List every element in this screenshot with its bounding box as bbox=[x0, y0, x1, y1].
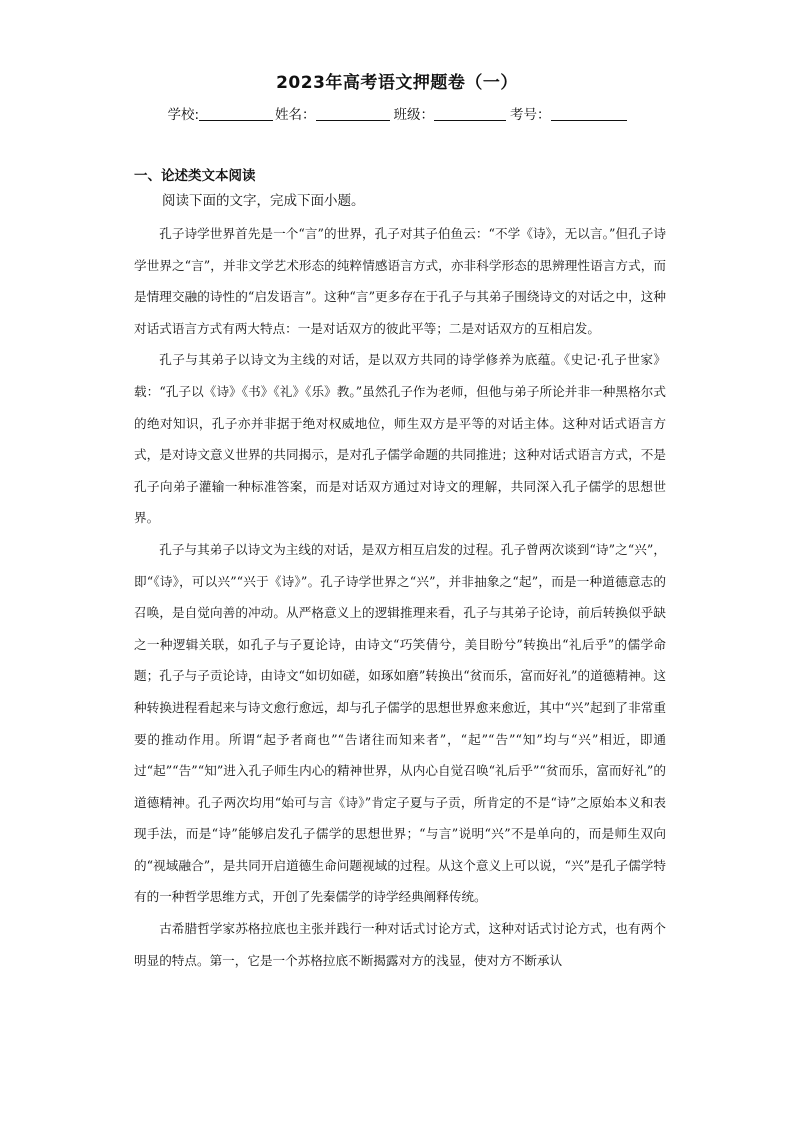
passage-paragraph-1: 孔子诗学世界首先是一个“言”的世界，孔子对其子伯鱼云：“不学《诗》，无以言。”但孔子诗学世界之“言”，并非文学艺术形态的纯粹情感语言方式，亦非科学形态的思辨理性语言方式，而是情理交融的诗性的“启发语言”。这种“言”更多存在于孔子与其弟子围绕诗文的对话之中，这种对话式语言方式有两大特点：一是对话双方的彼此平等；二是对话双方的互相启发。 bbox=[134, 226, 666, 336]
school-label: 学校: bbox=[167, 107, 200, 123]
class-label: 班级： bbox=[393, 107, 435, 123]
passage-paragraph-4: 古希腊哲学家苏格拉底也主张并践行一种对话式讨论方式，这种对话式讨论方式，也有两个明显的特点。第一，它是一个苏格拉底不断揭露对方的浅显，使对方不断承认 bbox=[134, 921, 666, 968]
class-blank[interactable] bbox=[434, 106, 506, 121]
name-label: 姓名： bbox=[275, 107, 316, 123]
student-info-line bbox=[0, 103, 794, 123]
passage-paragraph-3: 孔子与其弟子以诗文为主线的对话，是双方相互启发的过程。孔子曾两次谈到“诗”之“兴”，即“《诗》，可以兴”“兴于《诗》”。孔子诗学世界之“兴”，并非抽象之“起”，而是一种道德意志的召唤，是自觉向善的冲动。从严格意义上的逻辑推理来看，孔子与其弟子论诗，前后转换似乎缺之一种逻辑关联，如孔子与子夏论诗，由诗文“巧笑倩兮，美目盼兮”转换出“礼后乎”的儒学命题；孔子与子贡论诗，由诗文“如切如磋，如琢如磨”转换出“贫而乐，富而好礼”的道德精神。这种转换进程看起来与诗文愈行愈远，却与孔子儒学的思想世界愈来愈近，其中“兴”起到了非常重要的推动作用。所谓“起予者商也”“告诸往而知来者”，“起”“告”“知”均与“兴”相近，即通过“起”“告”“知”进入孔子师生内心的精神世界，从内心自觉召唤“礼后乎”“贫而乐，富而好礼”的道德精神。孔子两次均用“始可与言《诗》”肯定子夏与子贡，所肯定的不是“诗”之原始本义和表现手法，而是“诗”能够启发孔子儒学的思想世界；“与言”说明“兴”不是单向的，而是师生双向的“视域融合”，是共同开启道德生命问题视域的过程。从这个意义上可以说，“兴”是孔子儒学特有的一种哲学思维方式，开创了先秦儒学的诗学经典阐释传统。 bbox=[134, 541, 666, 905]
section-instruction: 阅读下面的文字，完成下面小题。 bbox=[162, 193, 365, 209]
school-blank[interactable] bbox=[199, 106, 273, 121]
section-heading: 一、论述类文本阅读 bbox=[134, 168, 256, 184]
reading-passage bbox=[134, 218, 666, 976]
exam-number-label: 考号： bbox=[510, 107, 551, 123]
exam-title: 2023年高考语文押题卷（一） bbox=[276, 73, 518, 93]
name-blank[interactable] bbox=[316, 106, 390, 121]
exam-number-blank[interactable] bbox=[551, 106, 627, 121]
passage-paragraph-2: 孔子与其弟子以诗文为主线的对话，是以双方共同的诗学修养为底蕴。《史记·孔子世家》载：“孔子以《诗》《书》《礼》《乐》教。”虽然孔子作为老师，但他与弟子所论并非一种黑格尔式的绝对知识，孔子亦并非据于绝对权威地位，师生双方是平等的对话主体。这种对话式语言方式，是对诗文意义世界的共同揭示，是对孔子儒学命题的共同推进；这种对话式语言方式，不是孔子向弟子灌输一种标准答案，而是对话双方通过对诗文的理解，共同深入孔子儒学的思想世界。 bbox=[134, 352, 666, 526]
